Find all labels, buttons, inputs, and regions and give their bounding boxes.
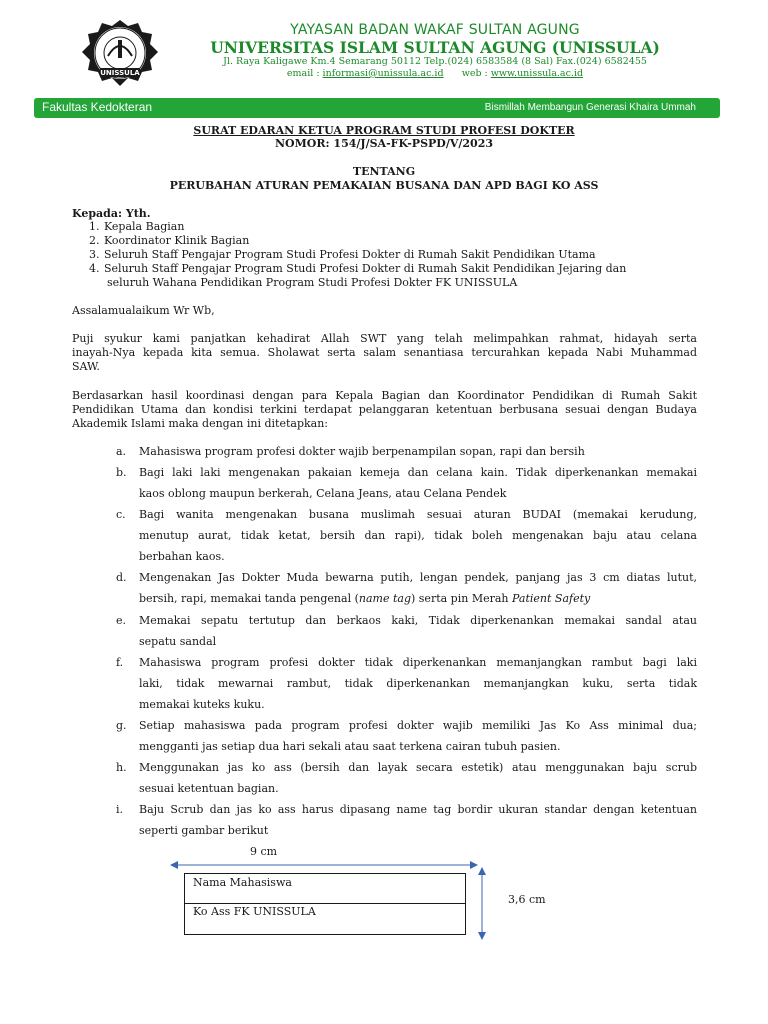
web-link[interactable]: www.unissula.ac.id xyxy=(490,68,584,79)
height-label: 3,6 cm xyxy=(508,893,546,906)
unissula-logo xyxy=(78,18,162,90)
recipients-label: Kepada: Yth. xyxy=(72,207,151,220)
recipient-item: Seluruh Staff Pengajar Program Studi Profesi Dokter di Rumah Sakit Pendidikan Jejaring dan xyxy=(104,262,627,275)
paragraph-line: Akademik Islami maka dengan ini ditetapkan: xyxy=(72,417,329,430)
paragraph-line: Puji syukur kami panjatkan kehadirat Allah SWT yang telah melimpahkan rahmat, hidayah serta xyxy=(72,332,697,345)
recipient-item: Kepala Bagian xyxy=(104,220,185,233)
recipient-item: Seluruh Staff Pengajar Program Studi Profesi Dokter di Rumah Sakit Pendidikan Utama xyxy=(104,248,596,261)
name-tag-row xyxy=(185,874,465,904)
logo-wordmark: UNISSULA xyxy=(100,69,140,77)
rule-item: Memakai sepatu tertutup dan berkaos kaki, Tidak diperkenankan memakai sandal atau sepatu sandal xyxy=(139,614,697,648)
paragraph-line: inayah-Nya kepada kita semua. Sholawat serta salam senantiasa tercurahkan kepada Nabi Muhammad xyxy=(72,346,697,359)
email-label: email : xyxy=(286,68,320,79)
letter-title: SURAT EDARAN KETUA PROGRAM STUDI PROFESI DOKTER xyxy=(193,124,575,137)
rule-item: Menggunakan jas ko ass (bersih dan layak secara estetik) atau menggunakan baju scrub sesuai ketentuan bagian. xyxy=(139,761,697,795)
rule-letter: c. xyxy=(116,508,126,521)
paragraph-line: SAW. xyxy=(72,360,100,373)
faculty-name: Fakultas Kedokteran xyxy=(42,100,153,114)
rule-item: Mahasiswa program profesi dokter wajib berpenampilan sopan, rapi dan bersih xyxy=(139,445,585,458)
rule-letter: d. xyxy=(116,571,127,584)
rule-letter: b. xyxy=(116,466,127,479)
paragraph-line: Pendidikan Utama dan kondisi terkini terdapat pelanggaran ketentuan berbusana sesuai dengan Budaya xyxy=(72,403,697,416)
letter-subject: PERUBAHAN ATURAN PEMAKAIAN BUSANA DAN APD BAGI KO ASS xyxy=(169,179,599,192)
greeting: Assalamualaikum Wr Wb, xyxy=(72,304,215,317)
rule-letter: i. xyxy=(116,803,124,816)
rule-item: Setiap mahasiswa pada program profesi dokter wajib memiliki Jas Ko Ass minimal dua; mengganti jas setiap dua hari sekali atau saat terkena cairan tubuh pasien. xyxy=(139,719,697,753)
foundation-name: YAYASAN BADAN WAKAF SULTAN AGUNG xyxy=(290,22,580,38)
faculty-banner xyxy=(34,98,720,118)
paragraph-line: Berdasarkan hasil koordinasi dengan para Kepala Bagian dan Koordinator Pendidikan di Rumah Sakit xyxy=(72,389,697,402)
name-tag-title: Ko Ass FK UNISSULA xyxy=(193,905,316,918)
motto: Bismillah Membangun Generasi Khaira Ummah xyxy=(484,102,696,113)
contact-line xyxy=(180,68,690,79)
rule-letter: g. xyxy=(116,719,127,732)
rule-item: Bagi laki laki mengenakan pakaian kemeja dan celana kain. Tidak diperkenankan memakai kaos oblong maupun berkerah, Celana Jeans, atau Celana Pendek xyxy=(139,466,697,500)
rule-letter: f. xyxy=(116,656,124,669)
letter-number: NOMOR: 154/J/SA-FK-PSPD/V/2023 xyxy=(274,137,494,150)
recipient-num: 1. xyxy=(89,220,100,233)
width-label: 9 cm xyxy=(250,845,278,858)
recipient-num: 3. xyxy=(89,248,100,261)
rule-item: Mengenakan Jas Dokter Muda bewarna putih, lengan pendek, panjang jas 3 cm diatas lutut, bersih, rapi, memakai tanda pengenal (name tag) serta pin Merah Patient Safety xyxy=(139,571,697,605)
rule-item: Bagi wanita mengenakan busana muslimah sesuai aturan BUDAI (memakai kerudung, menutup aurat, tidak ketat, bersih dan rapi), tidak boleh mengenakan baju atau celana berbahan kaos. xyxy=(139,508,697,563)
rule-item: Mahasiswa program profesi dokter tidak diperkenankan memanjangkan rambut bagi laki laki, tidak mewarnai rambut, tidak diperkenankan memanjangkan kuku, serta tidak memakai kuteks kuku. xyxy=(139,656,697,711)
address-line: Jl. Raya Kaligawe Km.4 Semarang 50112 Telp.(024) 6583584 (8 Sal) Fax.(024) 6582455 xyxy=(223,56,647,67)
name-tag-name: Nama Mahasiswa xyxy=(193,876,292,889)
web-label: web : xyxy=(461,68,488,79)
about-label: TENTANG xyxy=(352,165,416,178)
recipient-num: 4. xyxy=(89,262,100,275)
name-tag-diagram xyxy=(184,873,466,935)
recipient-num: 2. xyxy=(89,234,100,247)
rule-letter: h. xyxy=(116,761,127,774)
rule-letter: e. xyxy=(116,614,127,627)
rule-item: Baju Scrub dan jas ko ass harus dipasang name tag bordir ukuran standar dengan ketentuan seperti gambar berikut xyxy=(139,803,697,837)
university-name: UNIVERSITAS ISLAM SULTAN AGUNG (UNISSULA) xyxy=(210,38,660,57)
recipient-item: Koordinator Klinik Bagian xyxy=(104,234,250,247)
rule-letter: a. xyxy=(116,445,127,458)
recipient-item-continued: seluruh Wahana Pendidikan Program Studi Profesi Dokter FK UNISSULA xyxy=(107,276,518,289)
email-link[interactable]: informasi@unissula.ac.id xyxy=(322,68,444,79)
